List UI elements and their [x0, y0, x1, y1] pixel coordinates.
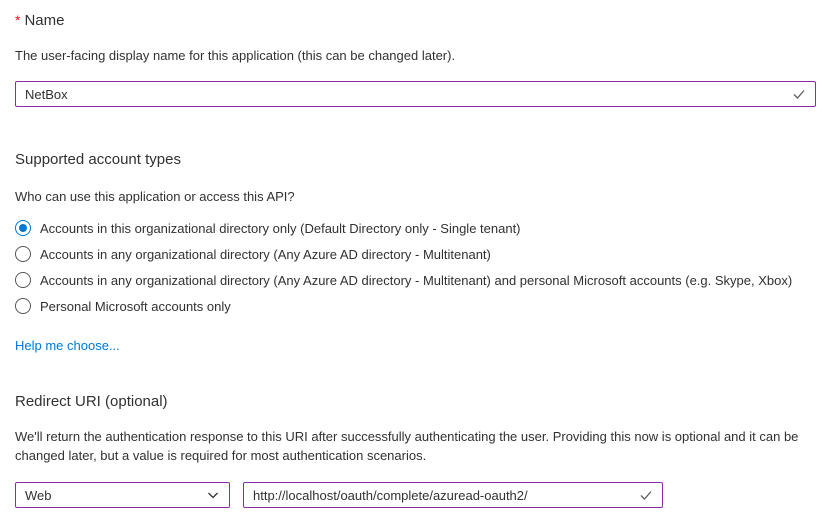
radio-option-multitenant[interactable]: [15, 241, 815, 267]
radio-option-personal-only[interactable]: [15, 293, 815, 319]
required-marker: *: [15, 12, 21, 28]
radio-option-label: Accounts in any organizational directory (Any Azure AD directory - Multitenant) and personal Microsoft accounts (e.g. Skype, Xbox): [40, 272, 793, 288]
platform-select[interactable]: [15, 482, 230, 508]
platform-select-value: Web: [25, 487, 52, 503]
radio-icon[interactable]: [15, 298, 31, 314]
account-types-title: Supported account types: [15, 151, 181, 168]
valid-checkmark-icon: [638, 487, 654, 503]
account-types-question: Who can use this application or access this API?: [15, 189, 295, 204]
radio-option-label: Accounts in any organizational directory (Any Azure AD directory - Multitenant): [40, 246, 491, 262]
radio-option-label: Accounts in this organizational directory only (Default Directory only - Single tenant): [40, 220, 521, 236]
name-input-container: [15, 81, 816, 107]
redirect-uri-input[interactable]: [244, 483, 662, 507]
name-section-title: [15, 10, 815, 31]
redirect-uri-title: Redirect URI (optional): [15, 393, 168, 410]
chevron-down-icon: [205, 487, 221, 503]
name-description: The user-facing display name for this application (this can be changed later).: [15, 48, 456, 63]
name-label: Name: [24, 12, 65, 29]
radio-icon[interactable]: [15, 272, 31, 288]
radio-option-multitenant-personal[interactable]: [15, 267, 815, 293]
account-types-radio-group: [15, 215, 815, 319]
radio-icon[interactable]: [15, 220, 31, 236]
name-input[interactable]: [16, 82, 815, 106]
help-me-choose-link[interactable]: Help me choose...: [15, 338, 120, 353]
radio-icon[interactable]: [15, 246, 31, 262]
radio-option-single-tenant[interactable]: [15, 215, 815, 241]
redirect-uri-input-container: [243, 482, 663, 508]
radio-option-label: Personal Microsoft accounts only: [40, 298, 231, 314]
valid-checkmark-icon: [791, 86, 807, 102]
redirect-uri-description: We'll return the authentication response to this URI after successfully authenticating the user. Providing this now is optional and it can be changed later, but a value is required for most authentication scenarios.: [15, 429, 799, 463]
